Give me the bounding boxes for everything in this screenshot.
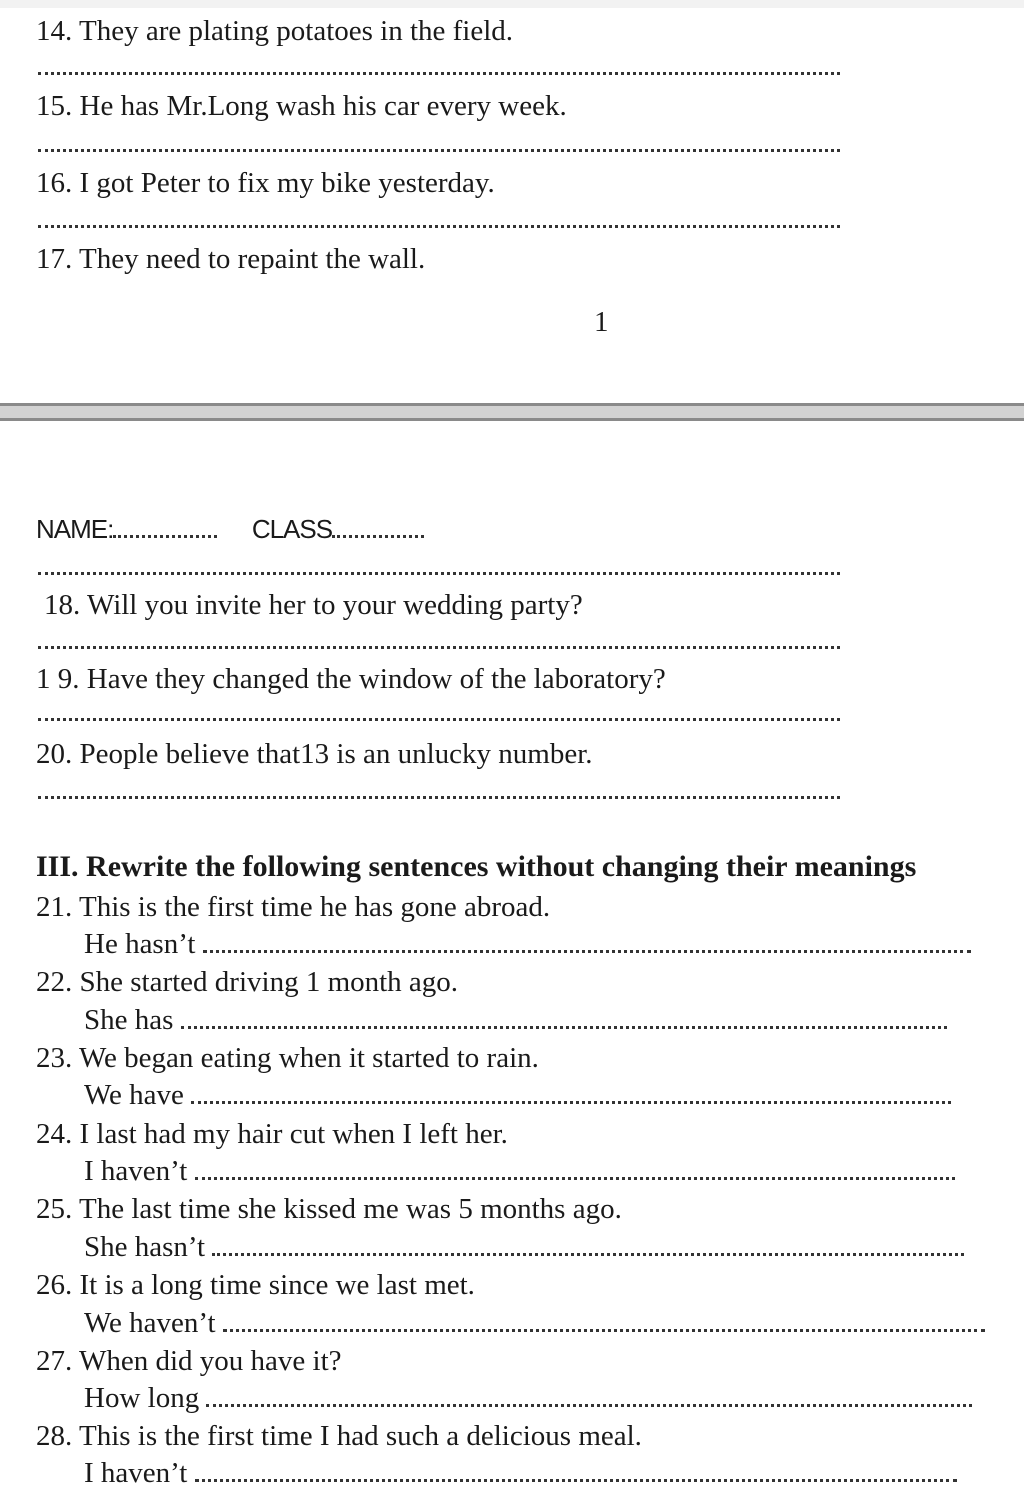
rewrite-item-27: 27. When did you have it? xyxy=(36,1345,342,1377)
answer-line-15[interactable] xyxy=(38,149,840,152)
rewrite-answer-23[interactable] xyxy=(191,1101,951,1104)
name-class-row xyxy=(36,512,424,546)
question-16: 16. I got Peter to fix my bike yesterday. xyxy=(36,167,495,199)
rewrite-prompt-28: I haven’t xyxy=(84,1456,957,1490)
answer-line-18[interactable] xyxy=(38,646,840,649)
rewrite-item-28: 28. This is the first time I had such a delicious meal. xyxy=(36,1420,642,1452)
question-19: 1 9. Have they changed the window of the laboratory? xyxy=(36,663,666,695)
rewrite-prompt-26: We haven’t xyxy=(84,1306,985,1340)
question-18: 18. Will you invite her to your wedding party? xyxy=(44,589,583,621)
rewrite-answer-26[interactable] xyxy=(223,1329,985,1332)
rewrite-prompt-22: She has xyxy=(84,1003,947,1037)
answer-line-16[interactable] xyxy=(38,225,840,228)
rewrite-item-23: 23. We began eating when it started to rain. xyxy=(36,1042,539,1074)
answer-line-17[interactable] xyxy=(38,572,840,575)
page-number: 1 xyxy=(594,306,609,338)
rewrite-item-26: 26. It is a long time since we last met. xyxy=(36,1269,475,1301)
answer-line-20[interactable] xyxy=(38,796,840,799)
rewrite-prompt-21: He hasn’t xyxy=(84,927,971,961)
rewrite-answer-27[interactable] xyxy=(206,1404,972,1407)
rewrite-prompt-25: She hasn’t xyxy=(84,1230,964,1264)
rewrite-item-25: 25. The last time she kissed me was 5 months ago. xyxy=(36,1193,622,1225)
name-label: NAME: xyxy=(36,514,114,544)
class-label: CLASS xyxy=(251,514,333,544)
worksheet-page-one xyxy=(0,0,1024,403)
question-15: 15. He has Mr.Long wash his car every week. xyxy=(36,90,567,122)
rewrite-item-21: 21. This is the first time he has gone abroad. xyxy=(36,891,551,923)
rewrite-answer-24[interactable] xyxy=(195,1177,955,1180)
question-17: 17. They need to repaint the wall. xyxy=(36,243,426,275)
class-field[interactable] xyxy=(332,535,424,538)
rewrite-answer-28[interactable] xyxy=(195,1479,957,1482)
question-14: 14. They are plating potatoes in the field. xyxy=(36,15,514,47)
rewrite-answer-25[interactable] xyxy=(212,1253,964,1256)
rewrite-prompt-23: We have xyxy=(84,1078,951,1112)
name-field[interactable] xyxy=(113,535,217,538)
rewrite-answer-21[interactable] xyxy=(203,950,971,953)
rewrite-answer-22[interactable] xyxy=(181,1026,947,1029)
question-20: 20. People believe that13 is an unlucky number. xyxy=(36,738,593,770)
rewrite-item-24: 24. I last had my hair cut when I left her. xyxy=(36,1118,508,1150)
page-top-edge xyxy=(0,0,1024,8)
answer-line-14[interactable] xyxy=(38,72,840,75)
answer-line-19[interactable] xyxy=(38,718,840,721)
rewrite-item-22: 22. She started driving 1 month ago. xyxy=(36,966,459,998)
page-break-divider xyxy=(0,403,1024,421)
section-heading: III. Rewrite the following sentences without changing their meanings xyxy=(36,850,917,883)
worksheet-page-two xyxy=(0,421,1024,1497)
rewrite-prompt-27: How long xyxy=(84,1381,972,1415)
rewrite-prompt-24: I haven’t xyxy=(84,1154,955,1188)
